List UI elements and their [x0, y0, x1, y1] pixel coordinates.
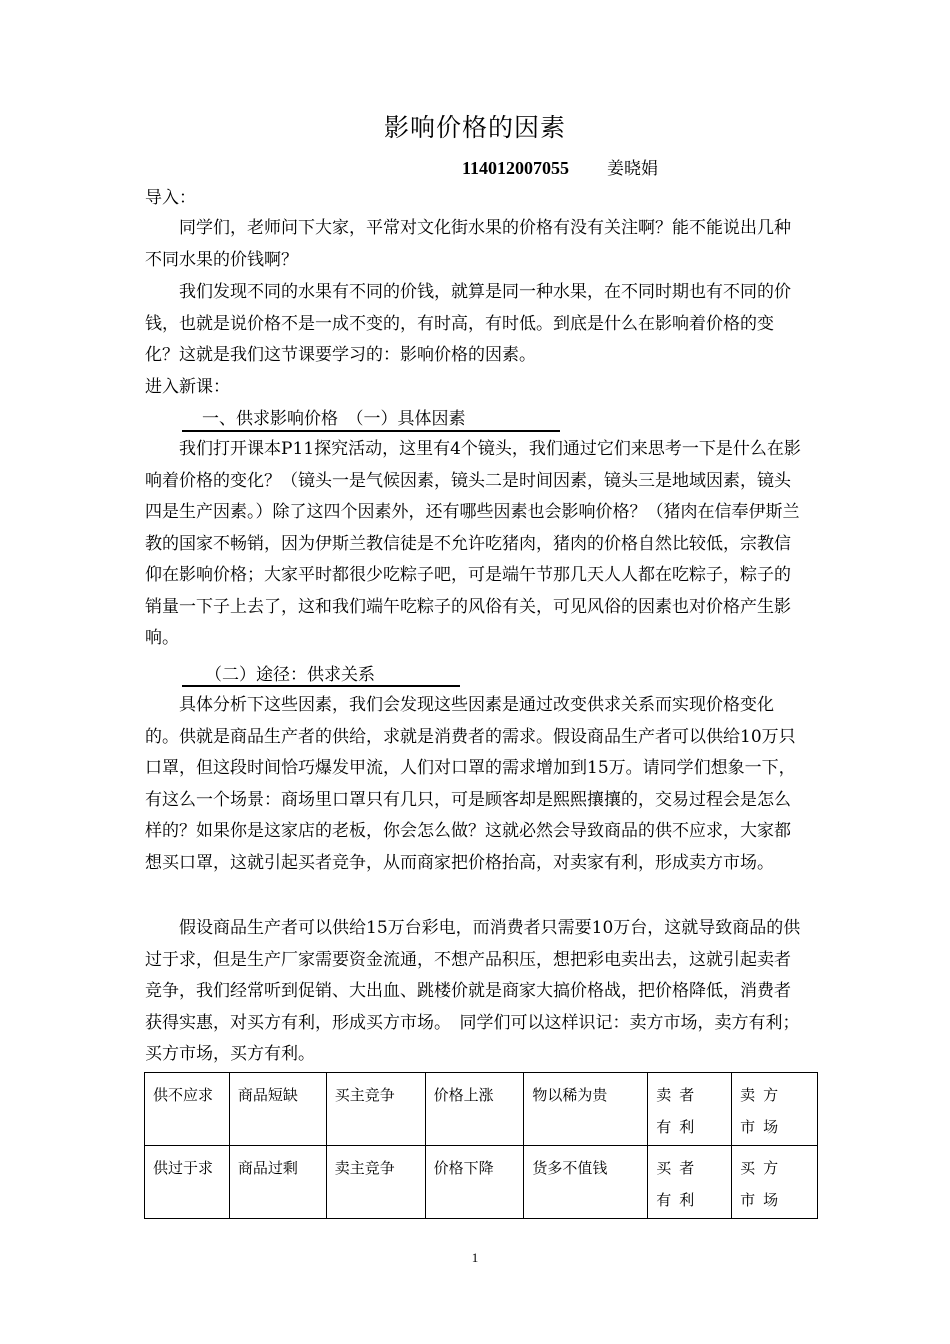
section1-underline	[182, 430, 560, 432]
section1-paragraph: 我们打开课本P11探究活动，这里有4个镜头，我们通过它们来思考一下是什么在影响着价格的变化？（镜头一是气候因素，镜头二是时间因素，镜头三是地域因素，镜头四是生产因素。）除了这四个因素外，还有哪些因素也会影响价格？（猪肉在信奉伊斯兰教的国家不畅销，因为伊斯兰教信徒是不允许吃猪肉，猪肉的价格自然比较低，宗教信仰在影响价格；大家平时都很少吃粽子吧，可是端午节那几天人人都在吃粽子，粽子的销量一下子上去了，这和我们端午吃粽子的风俗有关，可见风俗的因素也对价格产生影响。	[145, 439, 801, 648]
intro-paragraph-1: 同学们，老师问下大家，平常对文化街水果的价格有没有关注啊？能不能说出几种不同水果的价钱啊？	[145, 218, 791, 270]
table-row	[145, 1146, 818, 1219]
table-cell: 卖者有利	[648, 1073, 732, 1146]
intro-paragraph-2: 我们发现不同的水果有不同的价钱，就算是同一种水果，在不同时期也有不同的价钱，也就是说价格不是一成不变的，有时高，有时低。到底是什么在影响着价格的变化？这就是我们这节课要学习的：影响价格的因素。	[145, 282, 791, 365]
intro-label: 导入：	[145, 188, 196, 208]
new-lesson-label: 进入新课：	[145, 377, 230, 397]
table-cell: 卖方市场	[732, 1073, 818, 1146]
section2-underline	[182, 685, 460, 687]
table-cell: 供过于求	[145, 1146, 230, 1219]
table-cell: 买者有利	[648, 1146, 732, 1219]
table-cell: 买方市场	[732, 1146, 818, 1219]
author-name: 姜晓娟	[607, 159, 659, 179]
author-id: 114012007055	[462, 158, 570, 178]
table-cell: 物以稀为贵	[524, 1073, 648, 1146]
table-cell: 商品过剩	[229, 1146, 326, 1219]
author-line	[462, 154, 658, 179]
section2-paragraph-2: 假设商品生产者可以供给15万台彩电，而消费者只需要10万台，这就导致商品的供过于求，但是生产厂家需要资金流通，不想产品积压，想把彩电卖出去，这就引起卖者竞争，我们经常听到促销、大出血、跳楼价就是商家大搞价格战，把价格降低，消费者获得实惠，对买方有利，形成买方市场。 同学们可以这样识记：卖方市场，卖方有利；买方市场，买方有利。	[145, 918, 801, 1064]
page-number: 1	[471, 1250, 479, 1265]
table-cell: 供不应求	[145, 1073, 230, 1146]
table-row	[145, 1073, 818, 1146]
table-cell: 价格下降	[425, 1146, 524, 1219]
page-title: 影响价格的因素	[383, 113, 566, 142]
table-cell: 买主竞争	[326, 1073, 425, 1146]
supply-demand-table	[144, 1072, 818, 1219]
table-cell: 价格上涨	[425, 1073, 524, 1146]
table-cell: 货多不值钱	[524, 1146, 648, 1219]
section2-paragraph-1: 具体分析下这些因素，我们会发现这些因素是通过改变供求关系而实现价格变化的。供就是商品生产者的供给，求就是消费者的需求。假设商品生产者可以供给10万只口罩，但这段时间恰巧爆发甲流，人们对口罩的需求增加到15万。请同学们想象一下，有这么一个场景：商场里口罩只有几只，可是顾客却是熙熙攘攘的，交易过程会是怎么样的？如果你是这家店的老板，你会怎么做？这就必然会导致商品的供不应求，大家都想买口罩，这就引起买者竞争，从而商家把价格抬高，对卖家有利，形成卖方市场。	[145, 695, 796, 873]
table-cell: 卖主竞争	[326, 1146, 425, 1219]
section1-heading: 一、供求影响价格 （一）具体因素	[202, 409, 466, 429]
section2-heading: （二）途径：供求关系	[205, 665, 375, 685]
table-cell: 商品短缺	[229, 1073, 326, 1146]
